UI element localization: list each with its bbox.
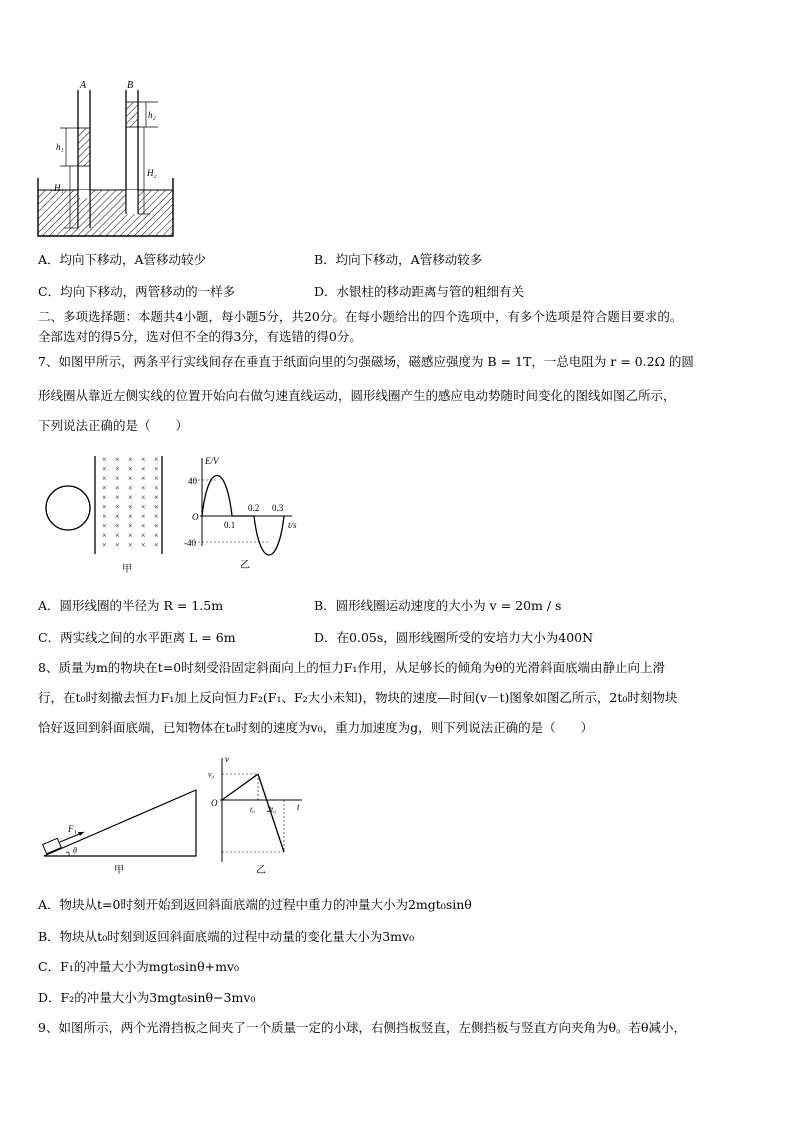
q9-line1: 9、如图所示，两个光滑挡板之间夹了一个质量一定的小球，右侧挡板竖直，左侧挡板与竖直方向夹角为θ。若θ减小， xyxy=(38,1020,687,1035)
q7-line3: 下列说法正确的是（ ） xyxy=(38,418,189,433)
field-cross: × xyxy=(141,512,146,521)
field-cross: × xyxy=(102,493,107,502)
field-cross: × xyxy=(128,521,133,531)
q7-y-axis: E/V xyxy=(205,456,219,466)
q7-line2: 形线圈从靠近左侧实线的位置开始向右做匀速直线运动，圆形线圈产生的感应电动势随时间变化的图线如图乙所示， xyxy=(38,388,676,403)
q8-t0: t₀ xyxy=(250,805,256,814)
field-cross: × xyxy=(141,455,146,464)
field-cross: × xyxy=(141,474,146,483)
field-cross: × xyxy=(115,464,120,474)
field-cross: × xyxy=(154,502,159,512)
field-cross: × xyxy=(128,502,133,512)
field-cross: × xyxy=(115,521,120,531)
section2-line2: 全部选对的得5分，选对但不全的得3分，有选错的得0分。 xyxy=(38,329,362,344)
q7-caption-jia: 甲 xyxy=(122,564,132,575)
q8-line2: 行，在t₀时刻撤去恒力F₁加上反向恒力F₂(F₁、F₂大小未知)，物块的速度—时间(v－t)图象如图乙所示，2t₀时刻物块 xyxy=(38,690,678,705)
q7-origin: O xyxy=(192,512,199,522)
field-cross: × xyxy=(154,474,159,483)
q7-caption-yi: 乙 xyxy=(240,560,250,571)
field-cross: × xyxy=(102,483,107,493)
q8-origin: O xyxy=(211,798,218,808)
q6-option-b: B．均向下移动，A管移动较多 xyxy=(314,252,483,267)
field-cross: × xyxy=(115,483,120,493)
field-cross: × xyxy=(154,464,159,474)
field-cross: × xyxy=(141,483,146,493)
field-cross: × xyxy=(115,493,120,502)
q7-t2: 0.2 xyxy=(248,503,260,513)
q7-t1: 0.1 xyxy=(224,520,236,530)
field-cross: × xyxy=(154,531,159,540)
field-cross: × xyxy=(115,512,120,521)
q7-option-c: C．两实线之间的水平距离 L = 6m xyxy=(38,630,236,645)
q8-v0: v₀ xyxy=(208,770,215,779)
q6-option-d: D．水银柱的移动距离与管的粗细有关 xyxy=(314,284,525,299)
q7-x-axis: t/s xyxy=(288,520,297,530)
q8-caption-yi: 乙 xyxy=(256,865,266,876)
q8-force: F₁ xyxy=(68,824,77,834)
field-cross: × xyxy=(102,521,107,531)
q7-option-d: D．在0.05s，圆形线圈所受的安培力大小为400N xyxy=(314,630,594,645)
field-cross: × xyxy=(154,493,159,502)
field-cross: × xyxy=(154,455,159,464)
q8-option-d: D．F₂的冲量大小为3mgt₀sinθ−3mv₀ xyxy=(38,990,256,1005)
q8-line1: 8、质量为m的物块在t=0时刻受沿固定斜面向上的恒力F₁作用，从足够长的倾角为θ的光滑斜面底端由静止向上滑 xyxy=(38,660,665,675)
field-cross: × xyxy=(128,540,133,550)
mercury-tubes-figure xyxy=(30,78,180,238)
label-b: B xyxy=(127,80,134,91)
q7-t3: 0.3 xyxy=(272,503,284,513)
q8-option-c: C．F₁的冲量大小为mgt₀sinθ+mv₀ xyxy=(38,959,240,974)
q8-angle: θ xyxy=(73,846,77,855)
label-a: A xyxy=(80,80,87,91)
q7-y-top: 40 xyxy=(188,476,197,486)
field-cross: × xyxy=(141,493,146,502)
label-H2: H₂ xyxy=(147,168,157,178)
field-cross: × xyxy=(154,512,159,521)
field-cross: × xyxy=(154,483,159,493)
q8-line3: 恰好返回到斜面底端，已知物体在t₀时刻的速度为v₀，重力加速度为g，则下列说法正确的是（ ） xyxy=(38,720,594,735)
field-cross: × xyxy=(154,521,159,531)
field-cross: × xyxy=(141,502,146,512)
q8-figure xyxy=(40,752,320,877)
q8-caption-jia: 甲 xyxy=(114,865,124,876)
field-cross: × xyxy=(102,540,107,550)
field-cross: × xyxy=(128,483,133,493)
field-cross: × xyxy=(128,474,133,483)
field-cross: × xyxy=(102,531,107,540)
q8-t2: 2t₀ xyxy=(267,805,277,814)
field-cross: × xyxy=(141,540,146,550)
q8-t-axis: t xyxy=(297,802,300,812)
q7-option-a: A．圆形线圈的半径为 R = 1.5m xyxy=(38,598,224,613)
field-cross: × xyxy=(102,474,107,483)
field-cross: × xyxy=(102,502,107,512)
field-cross: × xyxy=(115,540,120,550)
label-H1: H₁ xyxy=(54,183,64,193)
label-h2: h₂ xyxy=(148,110,156,120)
field-cross: × xyxy=(128,531,133,540)
field-cross: × xyxy=(128,512,133,521)
q8-v-axis: v xyxy=(225,754,229,764)
field-cross: × xyxy=(128,464,133,474)
field-cross: × xyxy=(141,531,146,540)
field-cross: × xyxy=(115,455,120,464)
q8-option-b: B．物块从t₀时刻到返回斜面底端的过程中动量的变化量大小为3mv₀ xyxy=(38,929,415,944)
field-cross: × xyxy=(141,521,146,531)
q7-y-bottom: -40 xyxy=(184,538,196,548)
field-cross: × xyxy=(102,512,107,521)
q6-option-c: C．均向下移动，两管移动的一样多 xyxy=(38,284,236,299)
field-cross: × xyxy=(154,540,159,550)
q7-figure xyxy=(40,450,320,580)
label-h1: h₁ xyxy=(56,142,64,152)
q6-option-a: A．均向下移动，A管移动较少 xyxy=(38,252,207,267)
field-cross: × xyxy=(128,493,133,502)
field-cross: × xyxy=(102,455,107,464)
field-cross: × xyxy=(141,464,146,474)
field-cross: × xyxy=(102,464,107,474)
field-cross: × xyxy=(128,455,133,464)
q7-option-b: B．圆形线圈运动速度的大小为 v = 20m / s xyxy=(314,598,562,613)
section2-line1: 二、多项选择题：本题共4小题，每小题5分，共20分。在每小题给出的四个选项中，有多个选项是符合题目要求的。 xyxy=(38,309,683,324)
q8-option-a: A．物块从t=0时刻开始到返回斜面底端的过程中重力的冲量大小为2mgt₀sinθ xyxy=(38,897,472,912)
field-cross: × xyxy=(115,502,120,512)
field-cross: × xyxy=(115,531,120,540)
field-cross: × xyxy=(115,474,120,483)
q7-line1: 7、如图甲所示，两条平行实线间存在垂直于纸面向里的匀强磁场，磁感应强度为 B = 1T，一总电阻为 r = 0.2Ω 的圆 xyxy=(38,354,694,369)
